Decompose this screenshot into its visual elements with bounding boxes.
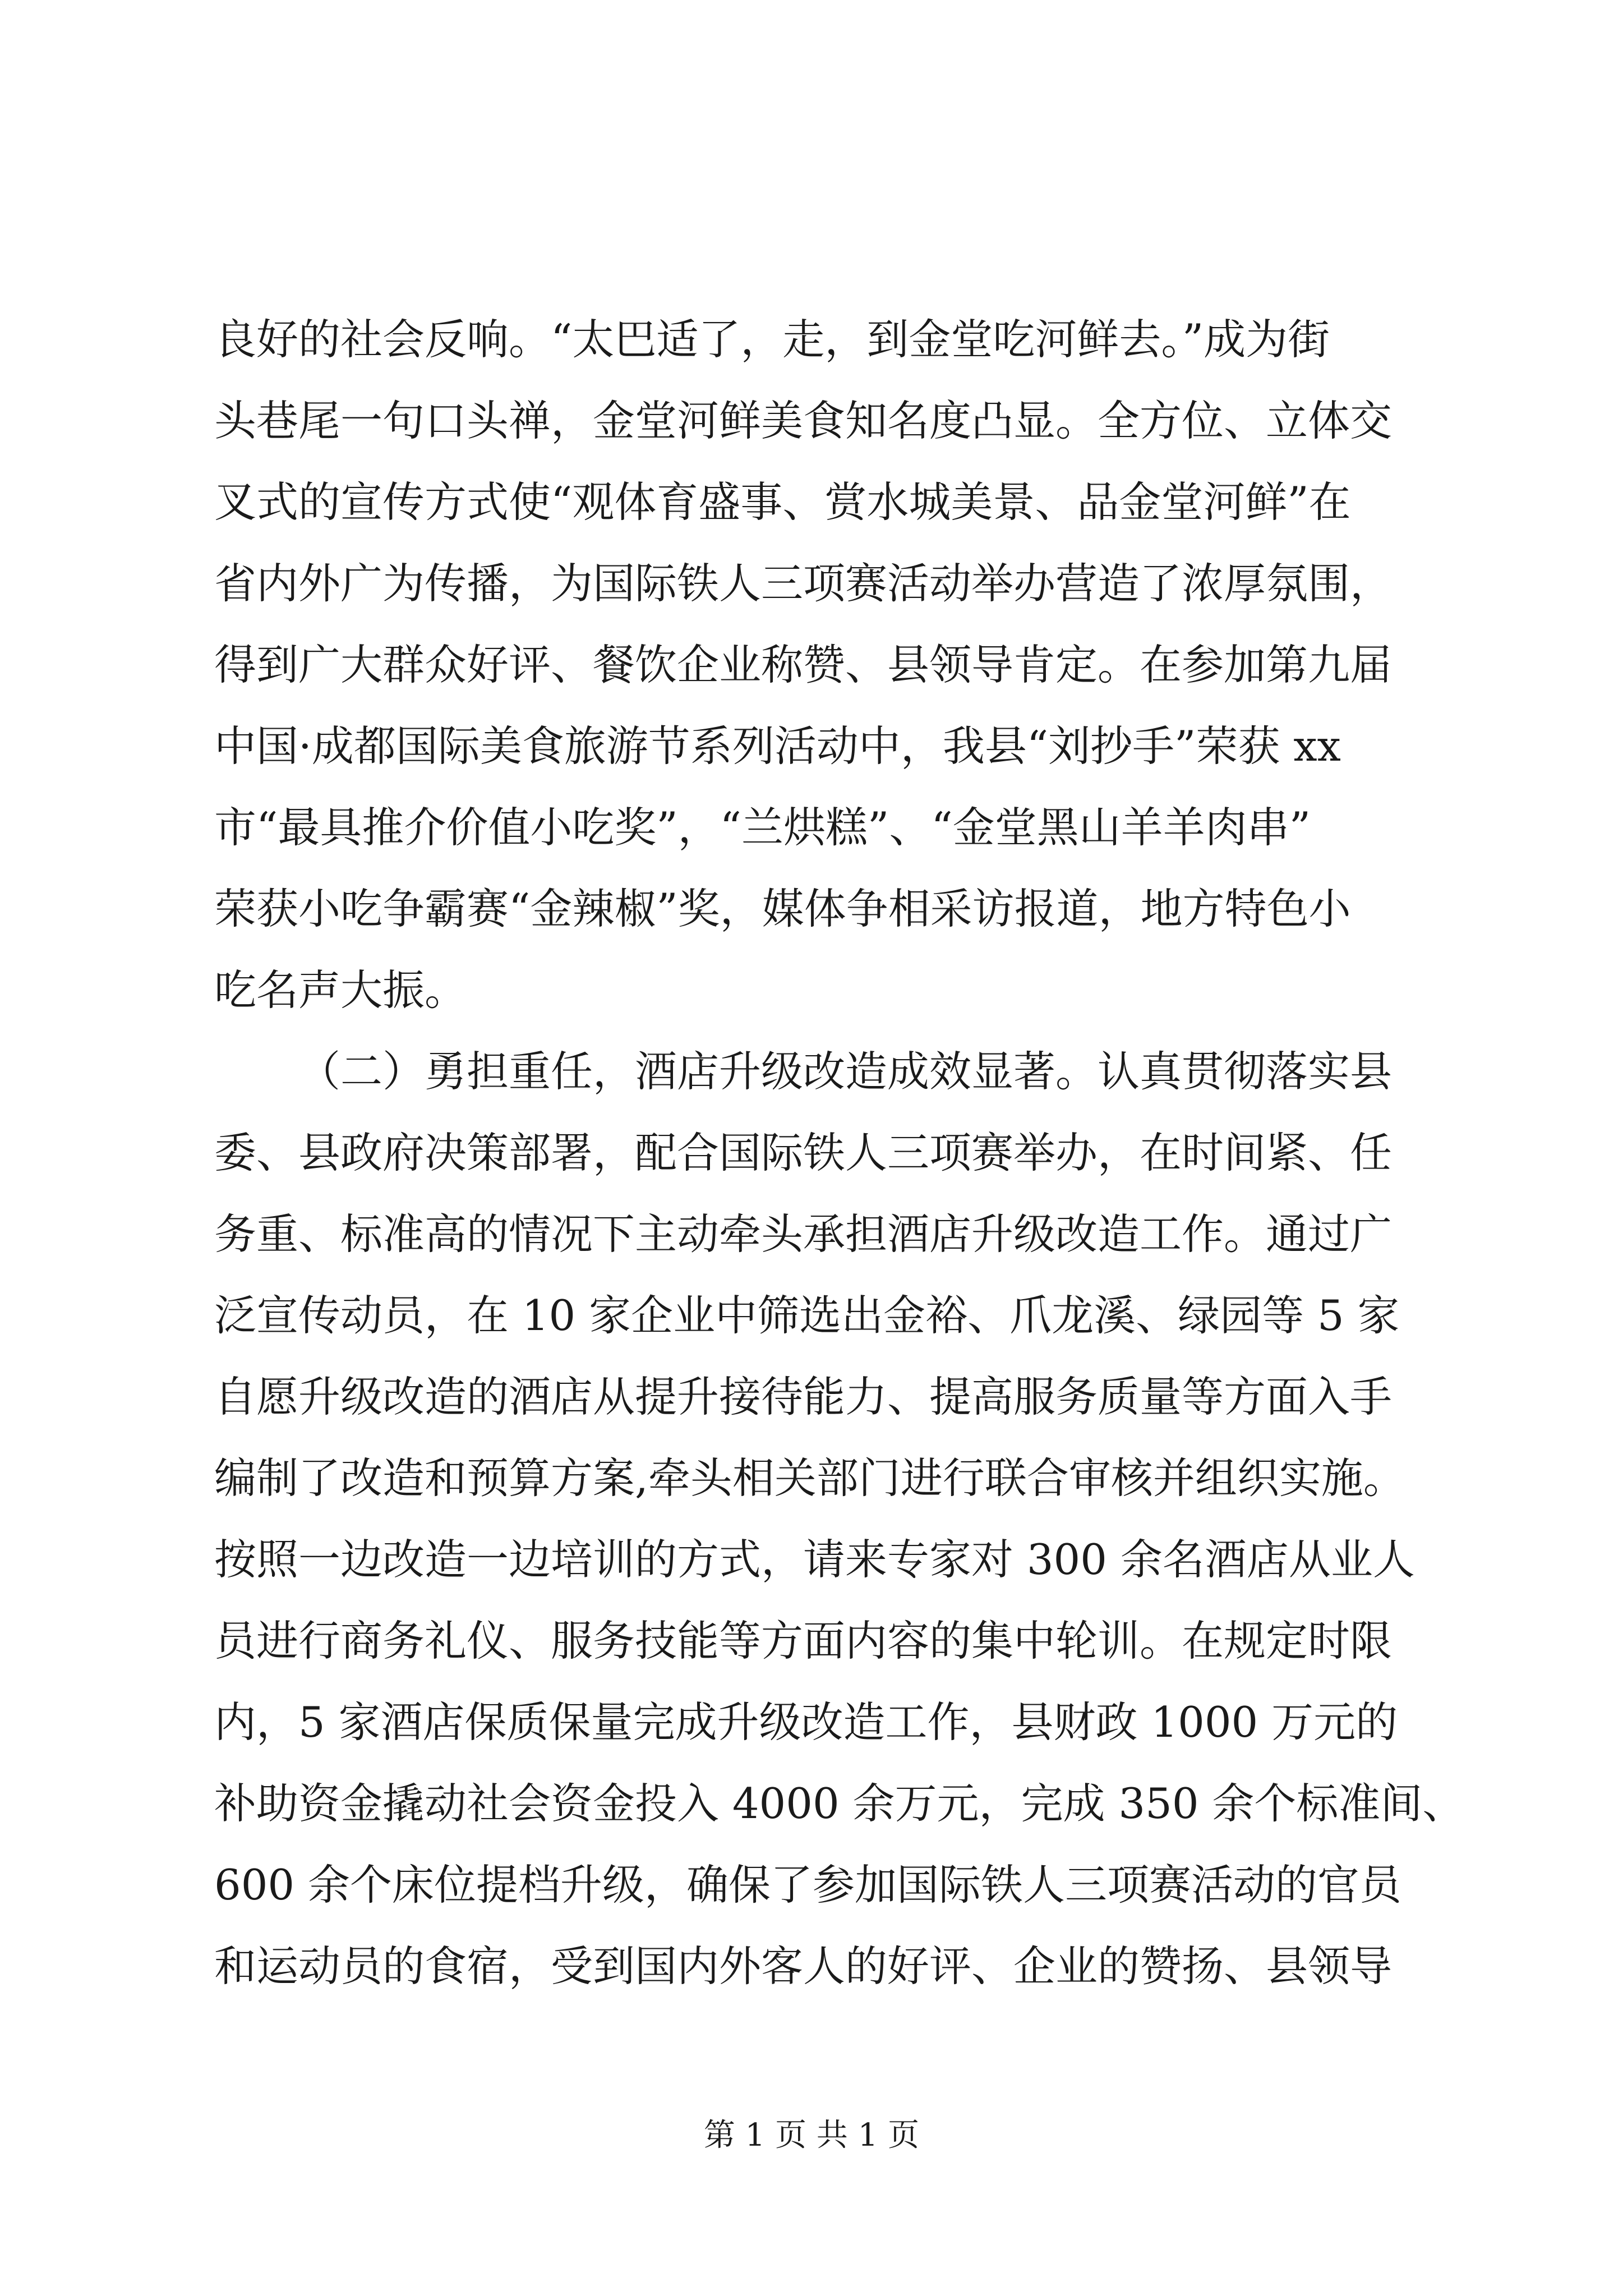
text-line: 按照一边改造一边培训的方式，请来专家对 300 余名酒店从业人 xyxy=(214,1535,1415,1584)
text-line: 自愿升级改造的酒店从提升接待能力、提高服务质量等方面入手 xyxy=(214,1372,1393,1421)
text-line: 和运动员的食宿，受到国内外客人的好评、企业的赞扬、县领导 xyxy=(214,1941,1393,1991)
text-line: 委、县政府决策部署，配合国际铁人三项赛举办，在时间紧、任 xyxy=(214,1128,1393,1177)
text-line: 叉式的宣传方式使“观体育盛事、赏水城美景、品金堂河鲜”在 xyxy=(214,477,1351,527)
text-line: 补助资金撬动社会资金投入 4000 余万元，完成 350 余个标准间、 xyxy=(214,1779,1465,1828)
text-line: 省内外广为传播，为国际铁人三项赛活动举办营造了浓厚氛围， xyxy=(214,559,1393,608)
text-line: 良好的社会反响。“太巴适了，走，到金堂吃河鲜去。”成为街 xyxy=(214,315,1330,364)
text-line: 市“最具推介价值小吃奖”，“兰烘糕”、“金堂黑山羊羊肉串” xyxy=(214,803,1311,852)
page-footer: 第 1 页 共 1 页 xyxy=(703,2117,920,2154)
text-line: 吃名声大振。 xyxy=(214,965,467,1015)
section-heading-line: （二）勇担重任，酒店升级改造成效显著。认真贯彻落实县 xyxy=(298,1047,1393,1096)
text-line: 中国·成都国际美食旅游节系列活动中，我县“刘抄手”荣获 xx xyxy=(214,721,1341,771)
text-line: 内，5 家酒店保质保量完成升级改造工作，县财政 1000 万元的 xyxy=(214,1697,1398,1747)
text-line: 600 余个床位提档升级，确保了参加国际铁人三项赛活动的官员 xyxy=(214,1860,1401,1910)
text-line: 编制了改造和预算方案,牵头相关部门进行联合审核并组织实施。 xyxy=(214,1453,1405,1503)
text-line: 务重、标准高的情况下主动牵头承担酒店升级改造工作。通过广 xyxy=(214,1209,1393,1259)
text-line: 荣获小吃争霸赛“金辣椒”奖，媒体争相采访报道，地方特色小 xyxy=(214,884,1351,933)
text-line: 头巷尾一句口头禅，金堂河鲜美食知名度凸显。全方位、立体交 xyxy=(214,396,1393,445)
text-line: 泛宣传动员，在 10 家企业中筛选出金裕、爪龙溪、绿园等 5 家 xyxy=(214,1291,1400,1340)
text-line: 得到广大群众好评、餐饮企业称赞、县领导肯定。在参加第九届 xyxy=(214,640,1393,689)
text-line: 员进行商务礼仪、服务技能等方面内容的集中轮训。在规定时限 xyxy=(214,1616,1393,1665)
